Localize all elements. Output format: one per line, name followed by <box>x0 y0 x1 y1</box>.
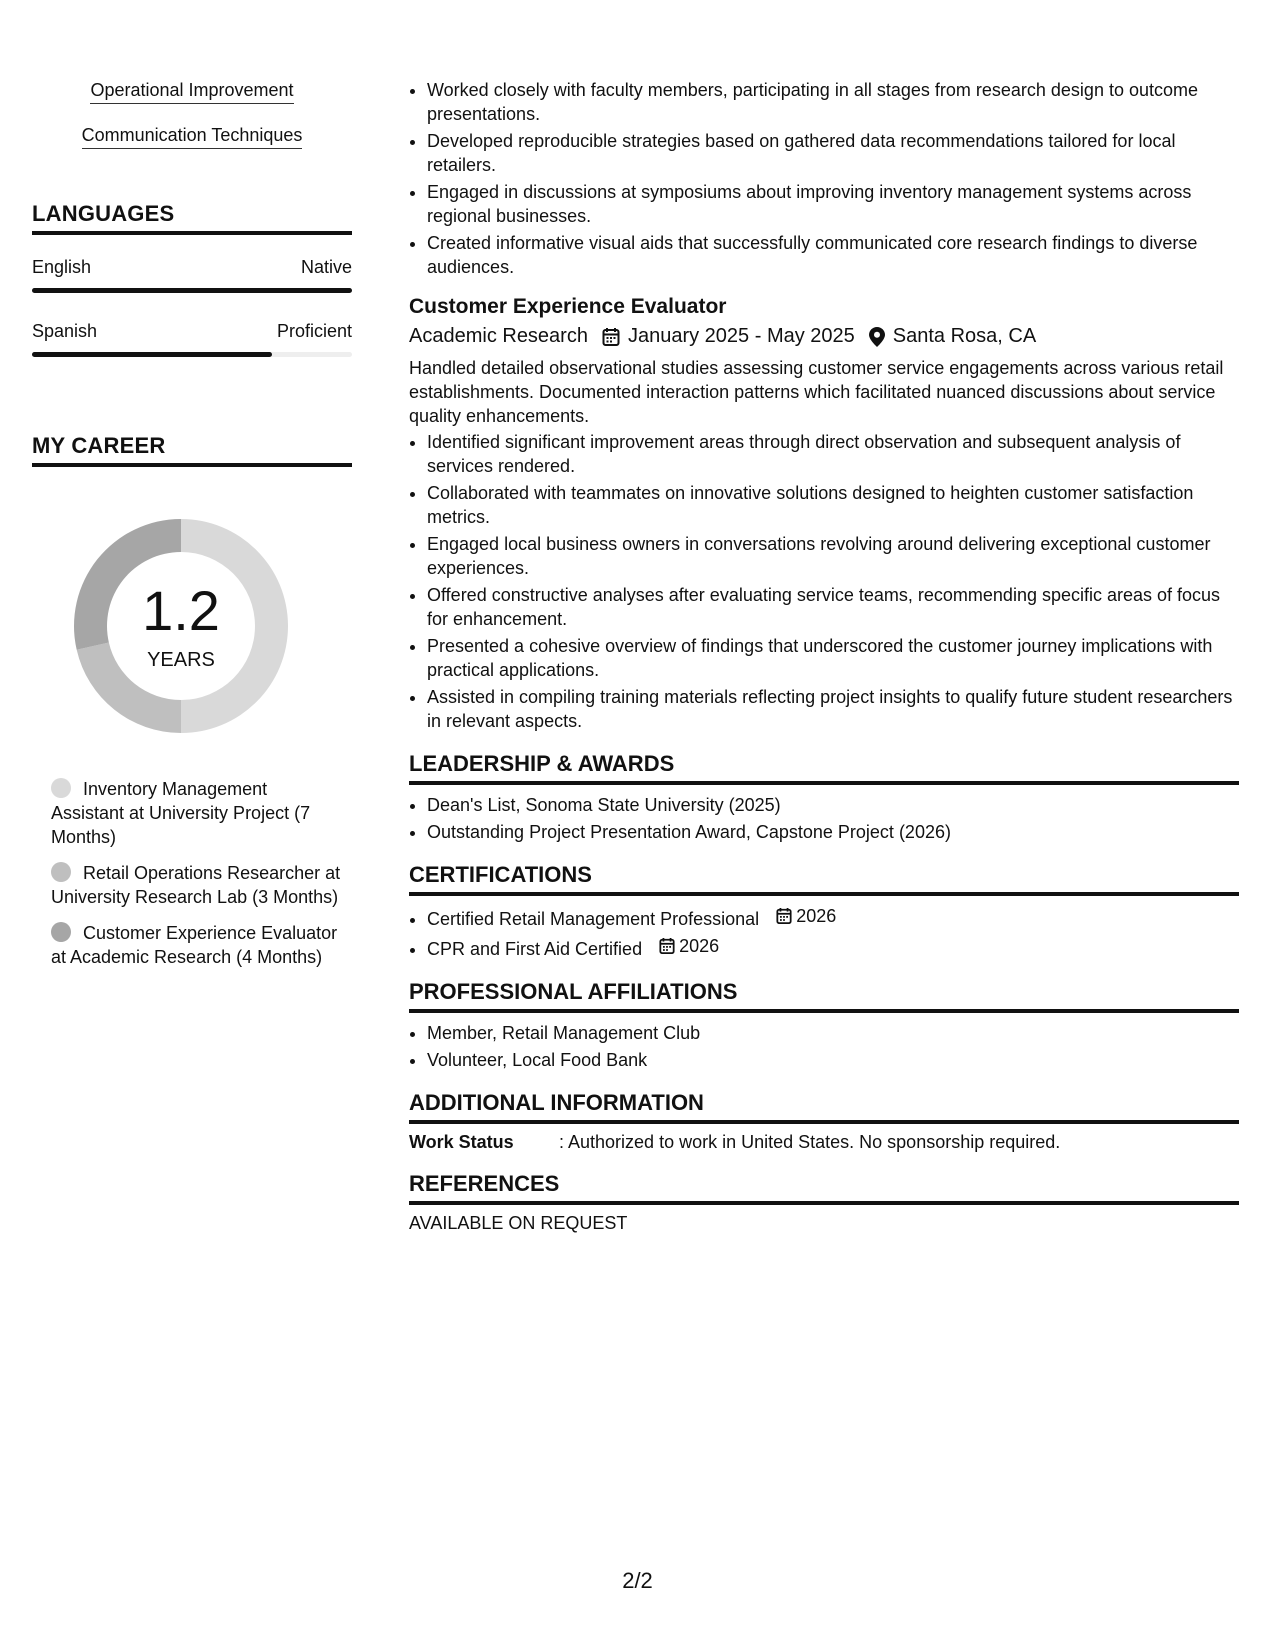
calendar-icon <box>776 907 792 925</box>
career-item-label: Retail Operations Researcher at University Research Lab (3 Months) <box>51 863 341 907</box>
bullet-item: • Presented a cohesive overview of findings that underscored the customer journey implications with practical applications. <box>427 634 1239 682</box>
career-donut-center <box>66 511 296 741</box>
bullet-item: • Created informative visual aids that successfully communicated core research findings to diverse audiences. <box>427 231 1239 279</box>
bullet-item: • Engaged in discussions at symposiums about improving inventory management systems across regional businesses. <box>427 180 1239 228</box>
location-pin-icon <box>869 327 885 347</box>
language-name: Spanish <box>32 321 98 341</box>
work-status-row <box>409 1132 1239 1153</box>
leadership-heading: LEADERSHIP & AWARDS <box>409 751 1239 785</box>
references-text: AVAILABLE ON REQUEST <box>409 1213 628 1233</box>
bullet-item: • Identified significant improvement areas through direct observation and subsequent analysis of services rendered. <box>427 430 1239 478</box>
job-dates: January 2025 - May 2025 <box>627 325 855 347</box>
work-status-value: : Authorized to work in United States. No sponsorship required. <box>559 1132 1061 1152</box>
work-status-label: Work Status <box>409 1132 514 1152</box>
page-number: 2/2 <box>622 1568 653 1593</box>
bullet-item: • Member, Retail Management Club <box>427 1021 1239 1045</box>
certification-name: Certified Retail Management Professional <box>427 909 760 929</box>
career-list <box>32 777 352 969</box>
bullet-item: • Outstanding Project Presentation Award, Capstone Project (2026) <box>427 820 1239 844</box>
leadership-list <box>409 793 1239 844</box>
job-bullets <box>409 430 1239 733</box>
language-level: Native <box>300 257 352 277</box>
bullet-item: • Offered constructive analyses after evaluating service teams, recommending specific areas of focus for enhancement. <box>427 583 1239 631</box>
career-item <box>51 921 341 969</box>
career-dot <box>51 778 71 798</box>
certification-item <box>427 904 1239 931</box>
calendar-icon <box>602 327 620 347</box>
additional-info-heading: ADDITIONAL INFORMATION <box>409 1090 1239 1124</box>
language-name: English <box>32 257 92 277</box>
certification-item <box>427 934 1239 961</box>
job-description: Handled detailed observational studies assessing customer service engagements across various retail establishments. Documented interaction patterns which facilitated nuanced discussions about service quality enhancements. <box>409 358 1224 426</box>
career-section <box>32 433 352 969</box>
certifications-list <box>409 904 1239 961</box>
career-years-unit: YEARS <box>147 649 215 671</box>
certification-name: CPR and First Aid Certified <box>427 939 643 959</box>
skill-link[interactable]: Communication Techniques <box>82 123 303 149</box>
main-content <box>409 78 1239 1234</box>
career-dot <box>51 922 71 942</box>
language-row <box>32 321 352 342</box>
language-level: Proficient <box>276 321 352 341</box>
affiliations-list <box>409 1021 1239 1072</box>
certification-year: 2026 <box>679 936 720 956</box>
previous-job-bullets <box>409 78 1239 279</box>
language-bar <box>32 288 352 293</box>
language-bar <box>32 352 352 357</box>
job-location: Santa Rosa, CA <box>892 325 1037 347</box>
bullet-item: • Worked closely with faculty members, participating in all stages from research design to outcome presentations. <box>427 78 1239 126</box>
career-item <box>51 777 341 849</box>
bullet-item: • Collaborated with teammates on innovative solutions designed to heighten customer satisfaction metrics. <box>427 481 1239 529</box>
references-heading: REFERENCES <box>409 1171 1239 1205</box>
languages-heading: LANGUAGES <box>32 201 352 235</box>
career-item-label: Inventory Management Assistant at University Project (7 Months) <box>51 779 311 847</box>
career-heading: MY CAREER <box>32 433 352 467</box>
career-years-value: 1.2 <box>142 579 220 642</box>
affiliations-heading: PROFESSIONAL AFFILIATIONS <box>409 979 1239 1013</box>
language-bar-fill <box>32 288 352 293</box>
career-donut <box>66 511 296 741</box>
certifications-heading: CERTIFICATIONS <box>409 862 1239 896</box>
skill-link[interactable]: Operational Improvement <box>90 78 293 104</box>
career-item <box>51 861 341 909</box>
sidebar <box>32 78 352 981</box>
bullet-item: • Assisted in compiling training materials reflecting project insights to qualify future student researchers in relevant aspects. <box>427 685 1239 733</box>
job-title: Customer Experience Evaluator <box>409 295 727 318</box>
career-item-label: Customer Experience Evaluator at Academic Research (4 Months) <box>51 923 338 967</box>
calendar-icon <box>659 937 675 955</box>
languages-section <box>32 201 352 357</box>
job-organization: Academic Research <box>409 325 588 347</box>
bullet-item: • Volunteer, Local Food Bank <box>427 1048 1239 1072</box>
job-meta <box>409 325 1239 348</box>
certification-year: 2026 <box>796 906 837 926</box>
bullet-item: • Engaged local business owners in conversations revolving around delivering exceptional customer experiences. <box>427 532 1239 580</box>
career-dot <box>51 862 71 882</box>
bullet-item: • Dean's List, Sonoma State University (2025) <box>427 793 1239 817</box>
language-row <box>32 257 352 278</box>
language-bar-fill <box>32 352 272 357</box>
bullet-item: • Developed reproducible strategies based on gathered data recommendations tailored for local retailers. <box>427 129 1239 177</box>
